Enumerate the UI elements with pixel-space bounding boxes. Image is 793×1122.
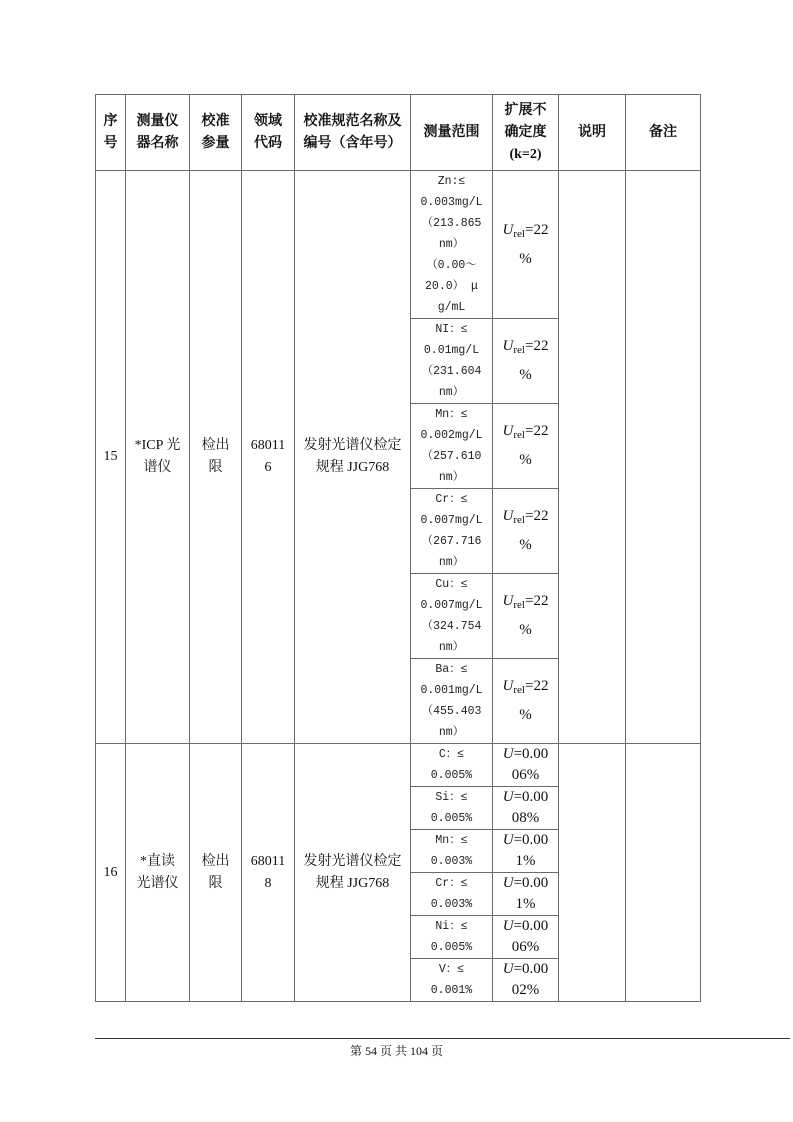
uncertainty-line [493,672,558,701]
spec-cell [295,744,411,1002]
text-line: 测量仪 [136,113,179,129]
header-instrument [126,95,190,171]
code-cell [242,171,295,744]
u-value: =0.00 [513,789,549,805]
u-symbol: U [502,508,514,524]
text-line: (k=2) [509,146,542,162]
text-line: Mn：≤ [435,408,468,421]
table-body [96,171,701,1002]
uncertainty-line: % [519,537,532,553]
text-line: 器名称 [136,135,179,151]
uncertainty-line: % [519,707,532,723]
code-cell [242,744,295,1002]
uncertainty-line: 06% [511,939,540,955]
text-line: 校准规范名称及 [303,113,402,129]
text-line: 号 [103,135,118,151]
range-cell [411,319,493,404]
text-line: NI：≤ [435,323,468,336]
text-line: nm） [438,641,465,654]
u-subscript: rel [513,684,525,696]
u-subscript: rel [513,599,525,611]
uncertainty-cell [493,489,559,574]
text-line: 序 [103,113,118,129]
u-symbol: U [502,678,514,694]
text-line: nm） [438,726,465,739]
uncertainty-line [493,830,558,851]
range-cell [411,830,493,873]
u-value: =22 [524,338,549,354]
text-line: 0.001% [430,984,473,997]
note-cell [559,744,626,1002]
text-line: 0.005% [430,812,473,825]
uncertainty-cell [493,873,559,916]
text-line: nm） [438,556,465,569]
u-symbol: U [502,961,514,977]
uncertainty-line [493,332,558,361]
text-line: 0.005% [430,769,473,782]
text-line: Si：≤ [435,791,468,804]
uncertainty-cell [493,404,559,489]
u-symbol: U [502,746,514,762]
header-uncertainty [493,95,559,171]
text-line: 规程 JJG768 [315,460,390,475]
text-line: 0.003% [430,855,473,868]
uncertainty-line: 1% [515,896,536,912]
text-line: （324.754 [421,620,482,633]
text-line: C：≤ [438,748,465,761]
text-line: 扩展不 [504,102,547,118]
u-symbol: U [502,593,514,609]
uncertainty-line: 08% [511,810,540,826]
header-seq [96,95,126,171]
remark-cell [626,171,701,744]
u-symbol: U [502,789,514,805]
range-cell [411,916,493,959]
text-line: 参量 [201,135,230,151]
text-line: Ba：≤ [435,663,468,676]
text-line: 0.007mg/L [420,599,483,612]
u-symbol: U [502,338,514,354]
u-value: =0.00 [513,746,549,762]
u-subscript: rel [513,429,525,441]
text-line: （0.00～ [426,259,477,272]
text-line: （213.865 [421,217,482,230]
table-row [96,171,701,319]
header-note [559,95,626,171]
text-line: 0.002mg/L [420,429,483,442]
text-line: *ICP 光 [134,438,181,453]
u-value: =22 [524,593,549,609]
uncertainty-line [493,787,558,808]
text-line: 8 [264,875,272,891]
range-cell [411,959,493,1002]
range-cell [411,404,493,489]
u-value: =22 [524,221,549,238]
text-line: Mn：≤ [435,834,468,847]
text-line: nm） [438,238,465,251]
uncertainty-cell [493,171,559,319]
range-cell [411,171,493,319]
text-line: （231.604 [421,365,482,378]
text-line: 0.003mg/L [420,196,483,209]
text-line: 发射光谱仪检定 [303,438,402,453]
text-line: V：≤ [438,963,465,976]
text-line: Cu：≤ [435,578,468,591]
seq-cell [96,171,126,744]
text-line: 限 [208,460,223,475]
text-line: （267.716 [421,535,482,548]
range-cell [411,873,493,916]
u-value: =0.00 [513,832,549,848]
uncertainty-line: 06% [511,767,540,783]
param-cell [190,171,242,744]
text-line: 6 [264,460,272,475]
u-symbol: U [502,221,514,238]
range-cell [411,489,493,574]
uncertainty-cell [493,744,559,787]
u-subscript: rel [513,227,525,240]
uncertainty-line [493,587,558,616]
u-value: =0.00 [513,918,549,934]
uncertainty-line [493,417,558,446]
instrument-cell [126,744,190,1002]
text-line: 16 [103,864,118,880]
text-line: 规程 JJG768 [315,875,390,891]
table-header [96,95,701,171]
text-line: 校准 [201,113,230,129]
u-symbol: U [502,423,514,439]
header-param [190,95,242,171]
text-line: 68011 [250,438,286,453]
text-line: nm） [438,386,465,399]
text-line: 20.0） μ [425,280,478,293]
uncertainty-line: % [519,622,532,638]
header-remark [626,95,701,171]
text-line: 测量范围 [423,124,480,140]
text-line: 编号（含年号） [303,135,402,151]
text-line: 代码 [254,135,282,151]
footer-rule [95,1038,790,1039]
uncertainty-cell [493,659,559,744]
range-cell [411,787,493,830]
text-line: Zn:≤ [437,175,466,188]
text-line: 15 [103,449,118,464]
text-line: 68011 [250,853,286,869]
u-symbol: U [502,832,514,848]
text-line: 光谱仪 [136,875,179,891]
uncertainty-line [493,502,558,531]
text-line: 谱仪 [143,460,172,475]
text-line: nm） [438,471,465,484]
spec-cell [295,171,411,744]
text-line: 0.01mg/L [423,344,480,357]
text-line: 说明 [578,124,606,140]
u-value: =22 [524,508,549,524]
remark-cell [626,744,701,1002]
uncertainty-line [493,216,558,245]
uncertainty-line [493,916,558,937]
calibration-table [95,94,701,1002]
range-cell [411,744,493,787]
param-cell [190,744,242,1002]
u-symbol: U [502,875,514,891]
uncertainty-cell [493,574,559,659]
u-value: =0.00 [513,961,549,977]
page-number: 第 54 页 共 104 页 [349,1044,443,1058]
header-spec [295,95,411,171]
text-line: 发射光谱仪检定 [303,853,402,869]
header-row [96,95,701,171]
uncertainty-line: 02% [511,982,540,998]
text-line: 0.001mg/L [420,684,483,697]
text-line: （257.610 [421,450,482,463]
uncertainty-cell [493,959,559,1002]
text-line: 0.007mg/L [420,514,483,527]
uncertainty-cell [493,319,559,404]
instrument-cell [126,171,190,744]
uncertainty-line [493,873,558,894]
uncertainty-line: % [519,250,532,267]
text-line: g/mL [437,301,466,314]
header-range [411,95,493,171]
text-line: 检出 [201,438,230,453]
text-line: 领域 [254,113,282,129]
uncertainty-cell [493,787,559,830]
u-value: =22 [524,678,549,694]
range-cell [411,659,493,744]
uncertainty-cell [493,916,559,959]
u-subscript: rel [513,514,525,526]
uncertainty-line [493,959,558,980]
text-line: （455.403 [421,705,482,718]
u-value: =0.00 [513,875,549,891]
text-line: *直读 [140,853,175,869]
text-line: Cr：≤ [435,493,468,506]
uncertainty-line: % [519,452,532,468]
uncertainty-line: % [519,367,532,383]
text-line: 确定度 [504,124,547,140]
table-row [96,744,701,787]
uncertainty-line [493,744,558,765]
header-code [242,95,295,171]
text-line: 0.005% [430,941,473,954]
text-line: 检出 [201,853,230,869]
u-subscript: rel [513,344,525,356]
text-line: 0.003% [430,898,473,911]
u-symbol: U [502,918,514,934]
text-line: Cr：≤ [435,877,468,890]
text-line: 备注 [649,124,677,140]
uncertainty-line: 1% [515,853,536,869]
range-cell [411,574,493,659]
u-value: =22 [524,423,549,439]
seq-cell [96,744,126,1002]
note-cell [559,171,626,744]
uncertainty-cell [493,830,559,873]
text-line: 限 [208,875,223,891]
text-line: Ni：≤ [435,920,468,933]
